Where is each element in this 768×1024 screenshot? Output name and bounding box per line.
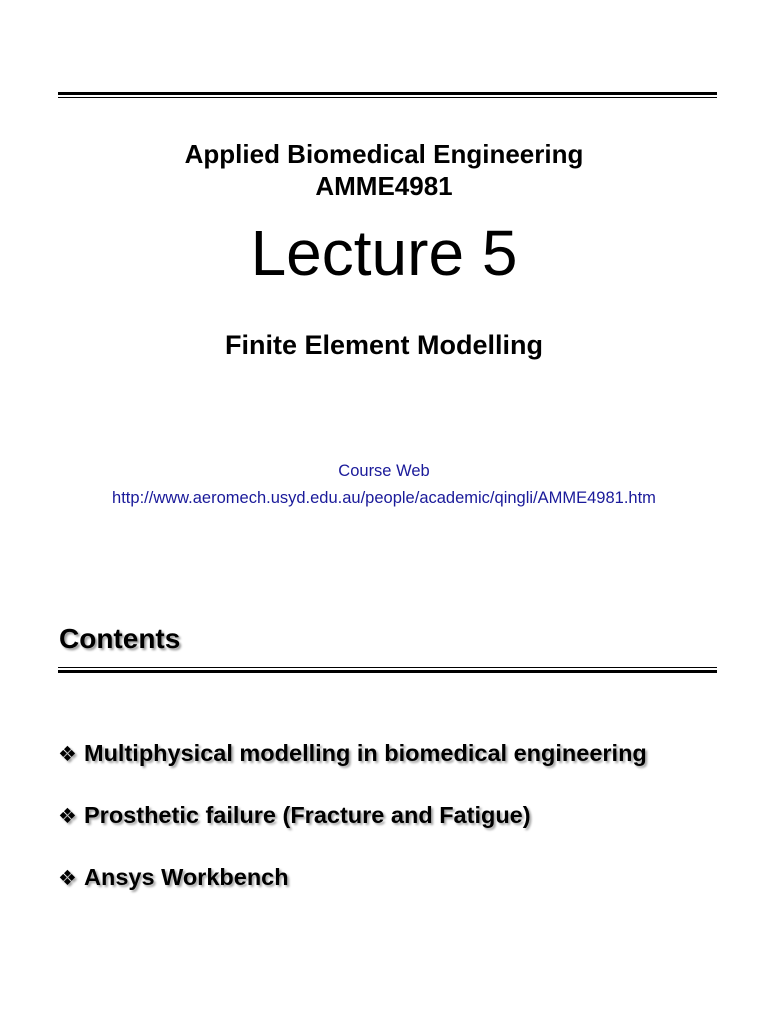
contents-rule-thick [58, 670, 717, 673]
top-double-rule [58, 92, 717, 98]
course-web-label: Course Web [338, 462, 430, 480]
course-code: AMME4981 [315, 171, 453, 201]
list-item [58, 861, 647, 923]
contents-rule-thin [58, 667, 717, 668]
list-item [58, 737, 647, 799]
diamond-bullet-icon: ❖ [58, 867, 77, 890]
lecture-subtitle: Finite Element Modelling [224, 330, 543, 360]
top-rule-thick [58, 92, 717, 95]
list-item [58, 799, 647, 861]
top-rule-thin [58, 97, 717, 98]
course-web-block [0, 458, 768, 512]
contents-double-rule [58, 667, 717, 673]
diamond-bullet-icon: ❖ [58, 805, 77, 828]
list-item-text: Multiphysical modelling in biomedical engineering [84, 740, 647, 766]
lecture-title: Lecture 5 [250, 217, 518, 289]
course-block [0, 138, 768, 202]
course-web-link[interactable]: http://www.aeromech.usyd.edu.au/people/academic/qingli/AMME4981.htm [112, 489, 656, 507]
list-item-text: Ansys Workbench [84, 864, 289, 890]
contents-heading: Contents [59, 623, 181, 654]
contents-list [58, 737, 647, 923]
list-item-text: Prosthetic failure (Fracture and Fatigue) [84, 802, 531, 828]
diamond-bullet-icon: ❖ [58, 743, 77, 766]
course-name: Applied Biomedical Engineering [184, 139, 584, 169]
